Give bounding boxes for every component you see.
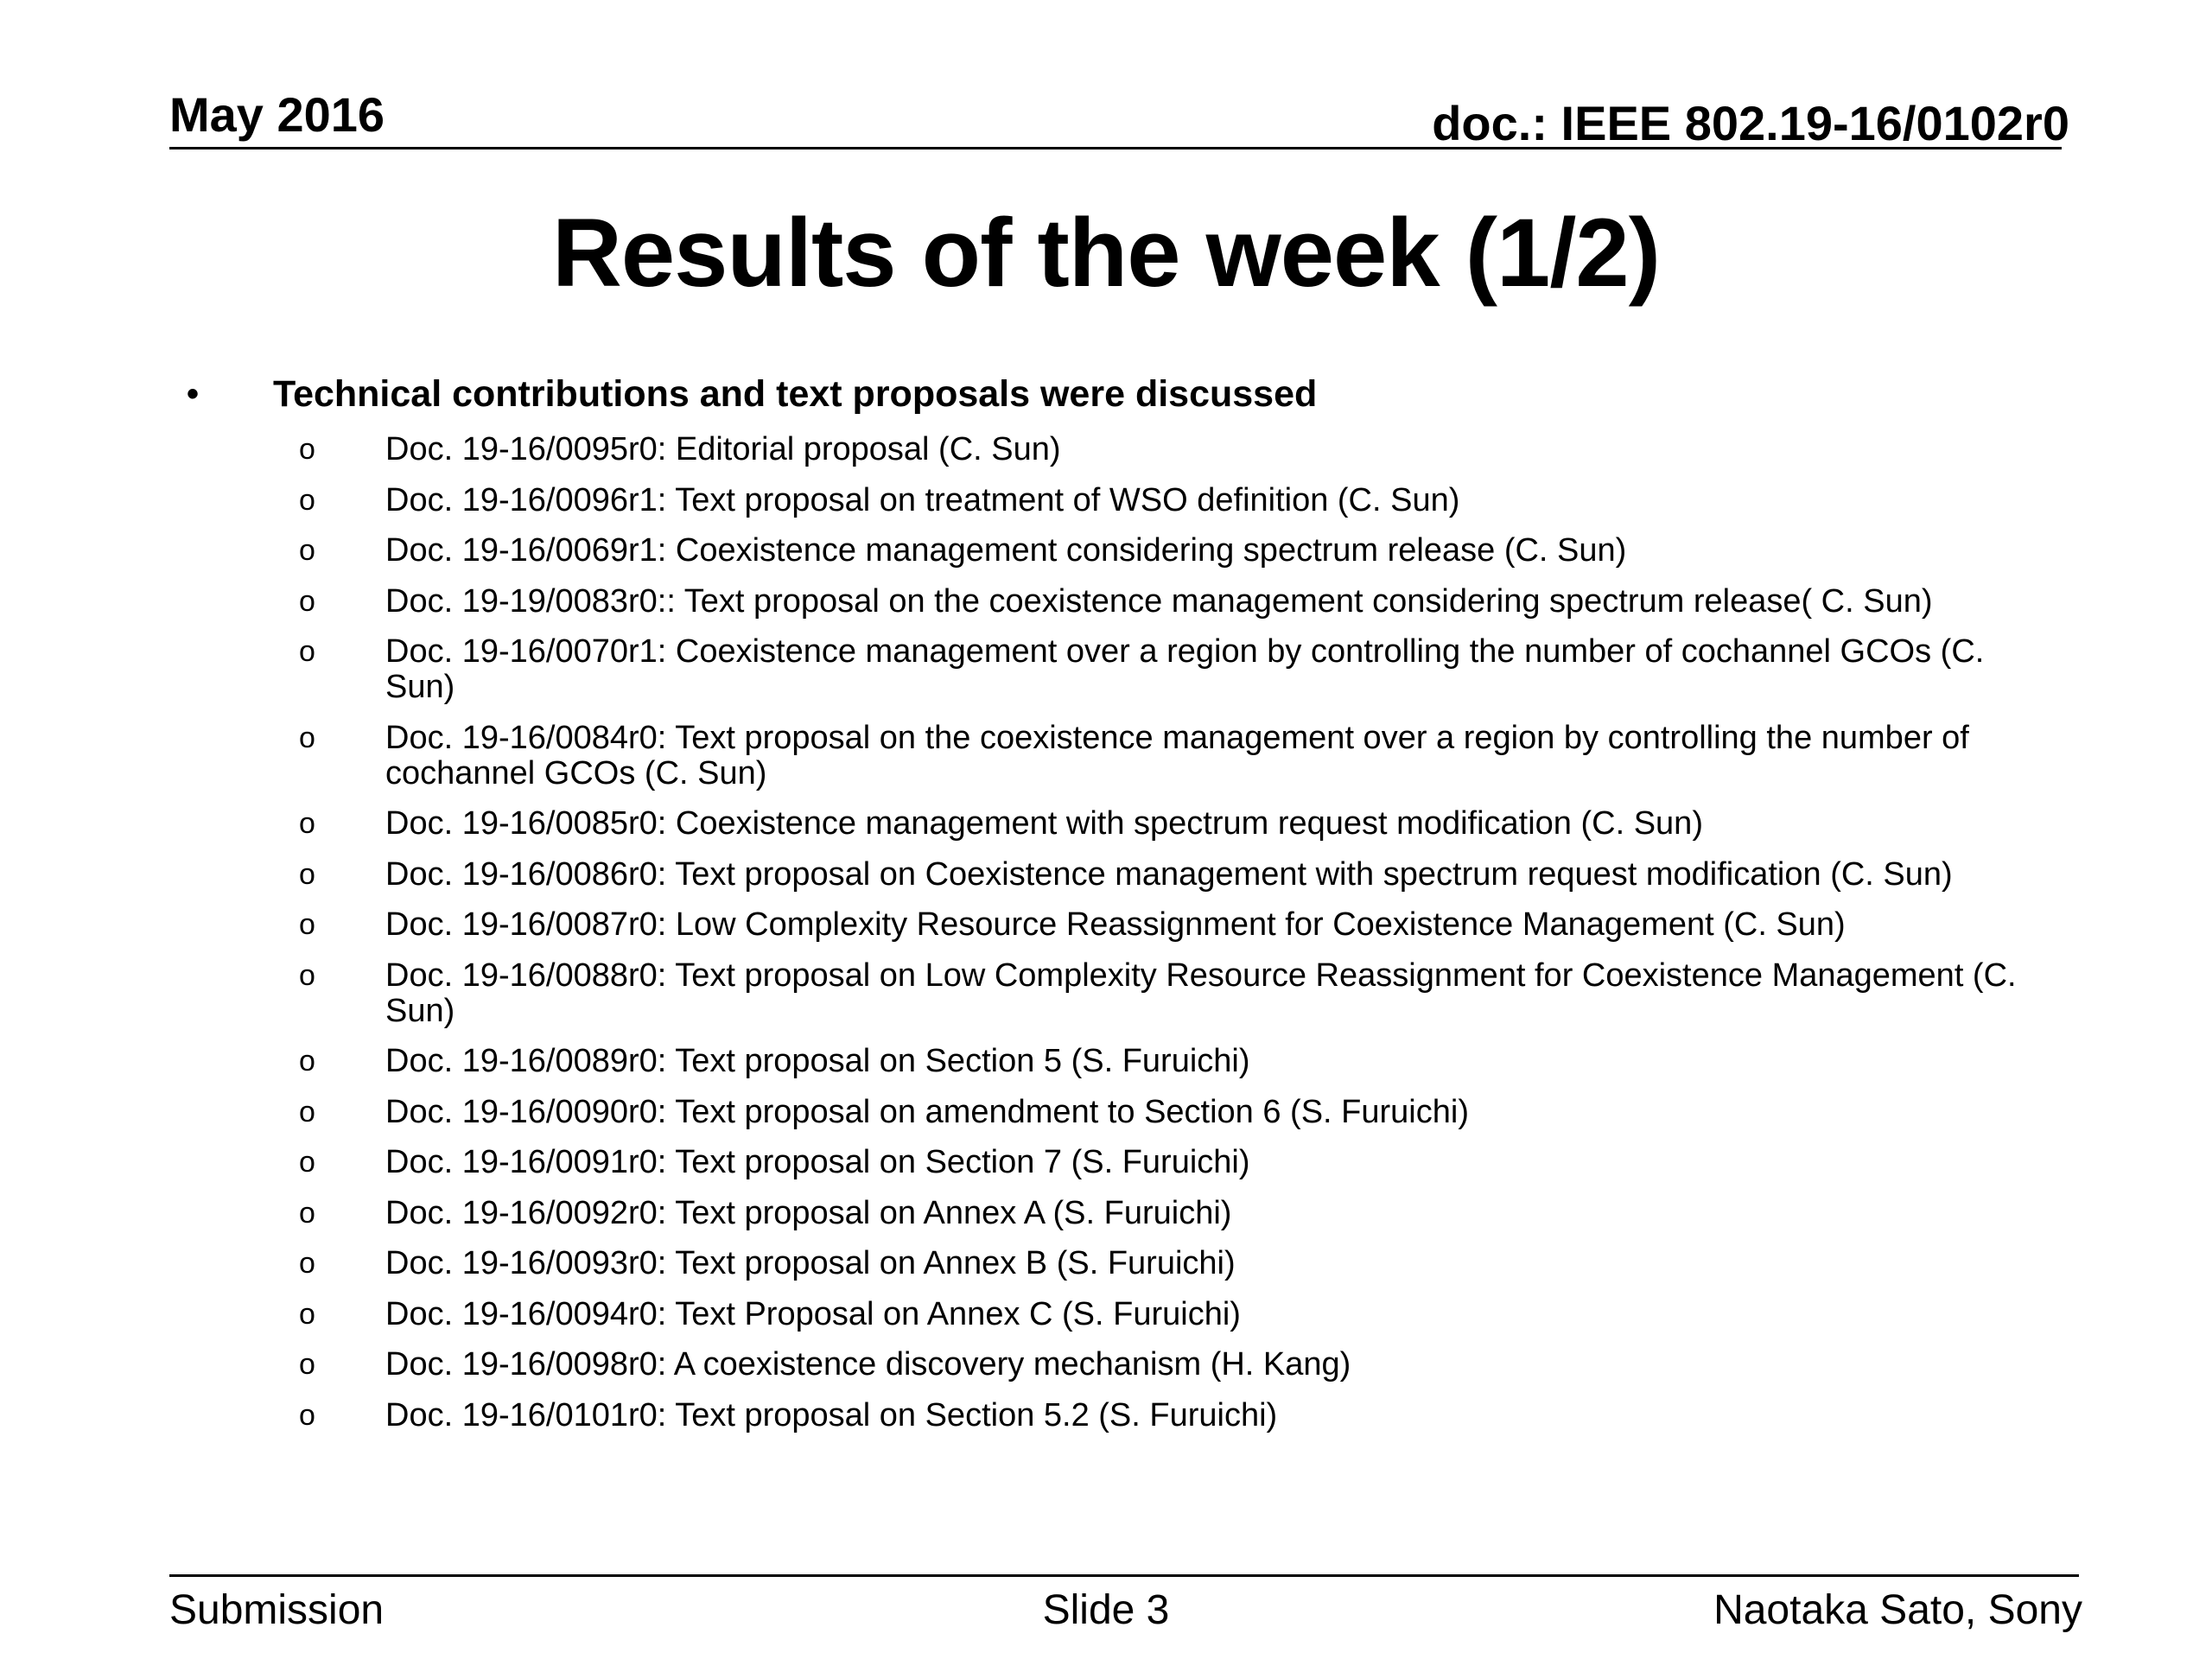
slide-title: Results of the week (1/2) [551,199,1661,307]
circle-bullet-icon: o [299,1146,315,1179]
list-item [299,1398,2053,1433]
circle-bullet-icon: o [299,1247,315,1280]
circle-bullet-icon: o [299,1398,315,1432]
list-item [299,721,2053,791]
list-item [299,1095,2053,1130]
list-item-text: Doc. 19-16/0070r1: Coexistence management over a region by controlling the number of cochannel GCOs (C. Sun) [385,633,1985,705]
list-item [299,907,2053,943]
list-item [299,483,2053,518]
circle-bullet-icon: o [299,433,315,466]
list-item-text: Doc. 19-16/0092r0: Text proposal on Annex A (S. Furuichi) [385,1194,1232,1231]
list-item-text: Doc. 19-16/0069r1: Coexistence management considering spectrum release (C. Sun) [385,532,1627,569]
list-item-text: Doc. 19-19/0083r0:: Text proposal on the coexistence management considering spectrum release( C. Sun) [385,582,1933,620]
circle-bullet-icon: o [299,807,315,840]
list-item-text: Doc. 19-16/0084r0: Text proposal on the coexistence management over a region by controlling the number of cochannel GCOs (C. Sun) [385,719,1969,791]
list-item [299,1044,2053,1079]
list-item-text: Doc. 19-16/0087r0: Low Complexity Resource Reassignment for Coexistence Management (C. Sun) [385,906,1846,943]
list-item [299,806,2053,842]
list-item [299,1145,2053,1180]
list-item [299,634,2053,705]
circle-bullet-icon: o [299,958,315,992]
list-item-text: Doc. 19-16/0095r0: Editorial proposal (C. Sun) [385,431,1061,467]
circle-bullet-icon: o [299,721,315,754]
list-item-text: Doc. 19-16/0085r0: Coexistence management with spectrum request modification (C. Sun) [385,805,1703,842]
footer-slide-number: Slide 3 [1042,1587,1170,1633]
circle-bullet-icon: o [299,1095,315,1128]
list-item-text: Doc. 19-16/0098r0: A coexistence discovery mechanism (H. Kang) [385,1346,1351,1382]
list-item-text: Doc. 19-16/0090r0: Text proposal on amendment to Section 6 (S. Furuichi) [385,1093,1469,1130]
list-item-text: Doc. 19-16/0093r0: Text proposal on Annex B (S. Furuichi) [385,1245,1236,1281]
list-item [299,1196,2053,1231]
circle-bullet-icon: o [299,635,315,668]
bullet-icon: • [187,375,200,413]
circle-bullet-icon: o [299,1348,315,1381]
list-item-text: Doc. 19-16/0086r0: Text proposal on Coexistence management with spectrum request modification (C. Sun) [385,855,1953,893]
header-doc-id: doc.: IEEE 802.19-16/0102r0 [1432,96,2069,150]
list-item [299,958,2053,1029]
circle-bullet-icon: o [299,1045,315,1077]
circle-bullet-icon: o [299,857,315,891]
list-item-text: Doc. 19-16/0088r0: Text proposal on Low Complexity Resource Reassignment for Coexistence Management (C. Sun) [385,957,2017,1029]
list-item [299,432,2053,467]
footer-divider [169,1574,2079,1577]
list-item-text: Doc. 19-16/0101r0: Text proposal on Section 5.2 (S. Furuichi) [385,1396,1278,1433]
list-item [299,584,2053,620]
footer-author: Naotaka Sato, Sony [1713,1587,2082,1633]
main-bullet-text: Technical contributions and text proposals were discussed [273,373,1318,415]
list-item [299,533,2053,569]
list-item [299,1297,2053,1332]
circle-bullet-icon: o [299,534,315,567]
footer-submission: Submission [169,1587,385,1633]
circle-bullet-icon: o [299,483,315,517]
circle-bullet-icon: o [299,908,315,941]
header-date: May 2016 [169,87,385,142]
circle-bullet-icon: o [299,584,315,618]
circle-bullet-icon: o [299,1297,315,1331]
header-divider [169,147,2062,149]
sub-bullet-list [299,432,2053,1448]
list-item-text: Doc. 19-16/0089r0: Text proposal on Section 5 (S. Furuichi) [385,1043,1250,1079]
circle-bullet-icon: o [299,1196,315,1230]
list-item [299,1246,2053,1281]
list-item-text: Doc. 19-16/0096r1: Text proposal on treatment of WSO definition (C. Sun) [385,481,1460,518]
list-item-text: Doc. 19-16/0094r0: Text Proposal on Annex C (S. Furuichi) [385,1295,1241,1332]
list-item [299,857,2053,893]
list-item-text: Doc. 19-16/0091r0: Text proposal on Section 7 (S. Furuichi) [385,1144,1250,1180]
list-item [299,1347,2053,1382]
